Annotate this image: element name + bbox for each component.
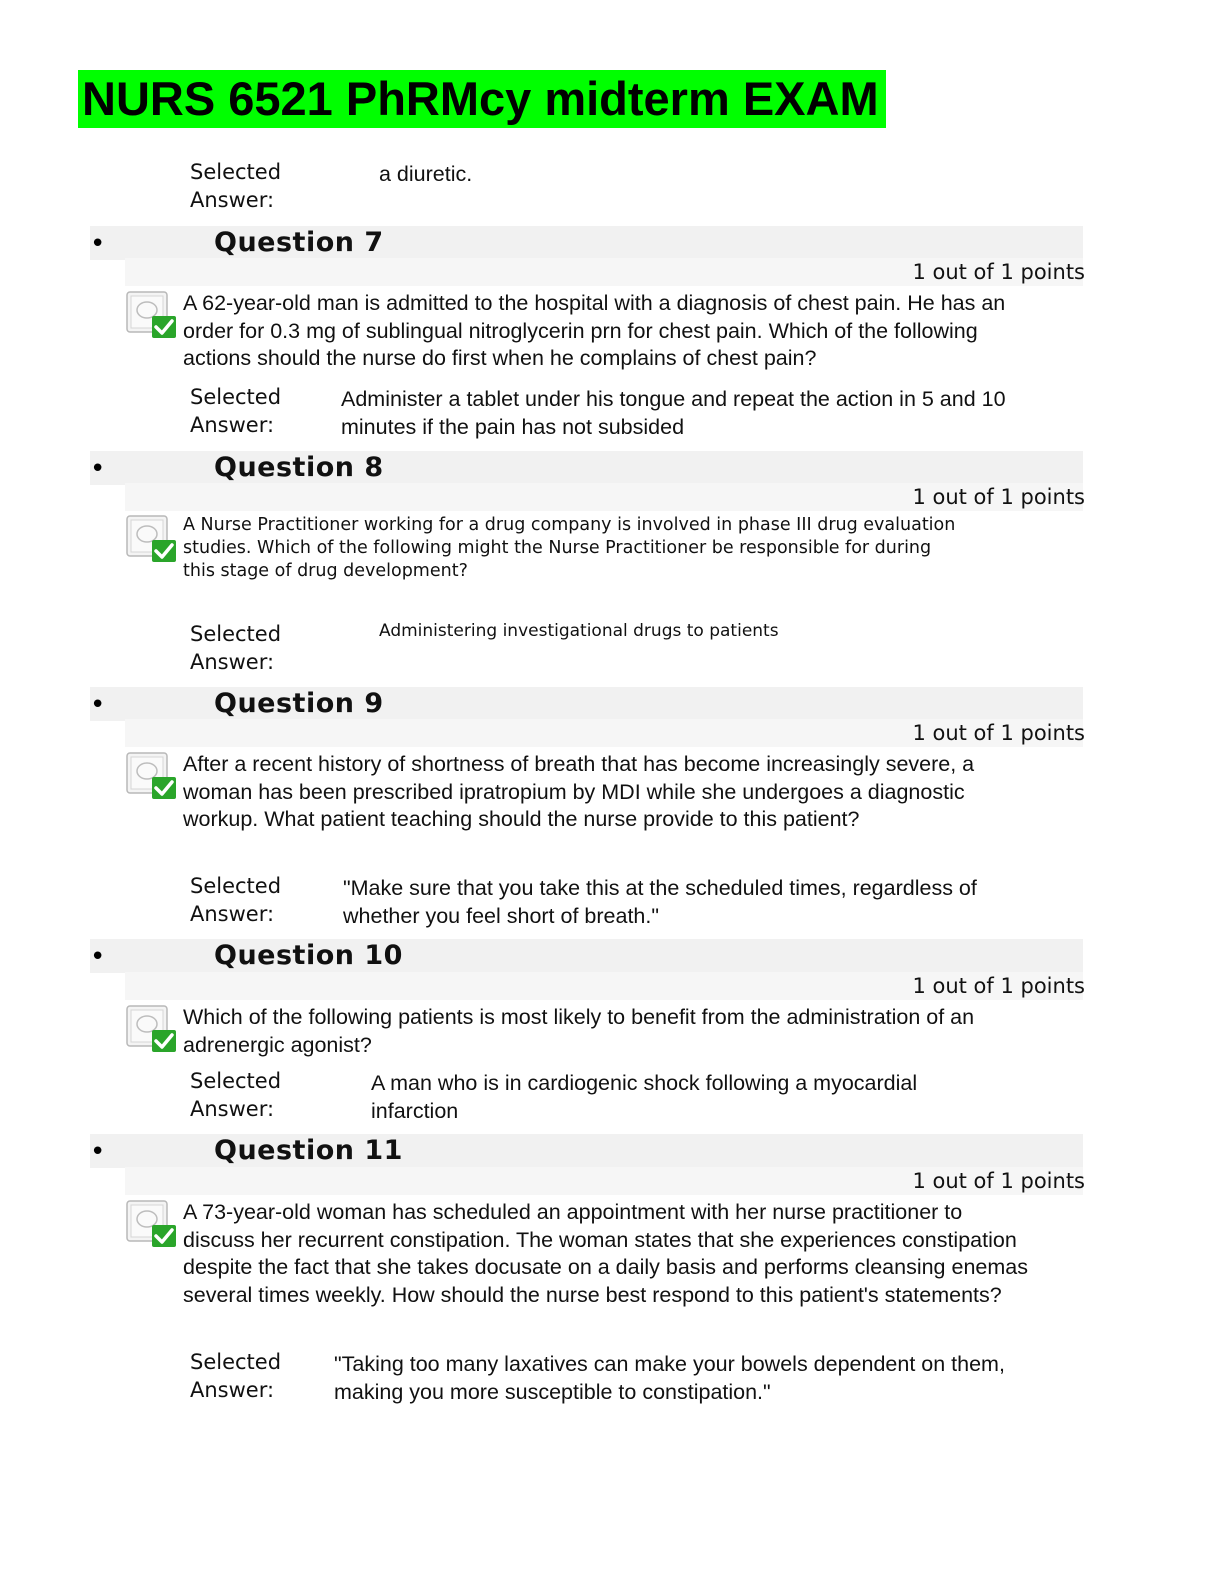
selected-word: Selected: [190, 622, 282, 646]
selected-answer-label: [190, 620, 330, 676]
bullet-icon: •: [90, 229, 106, 259]
selected-answer-label: [190, 158, 330, 214]
answer-word: Answer:: [190, 1097, 275, 1121]
selected-word: Selected: [190, 874, 282, 898]
question-title: Question 10: [214, 940, 403, 971]
bullet-icon: •: [90, 690, 106, 720]
selected-word: Selected: [190, 1069, 282, 1093]
bullet-icon: •: [90, 1137, 106, 1167]
question-text: Which of the following patients is most likely to benefit from the administration of an adrenergic agonist?: [183, 1005, 975, 1057]
correct-check-icon: [126, 290, 178, 345]
correct-check-icon: [126, 1004, 178, 1059]
question-title: Question 7: [214, 227, 384, 258]
selected-answer: a diuretic.: [379, 162, 473, 186]
page-title: NURS 6521 PhRMcy midterm EXAM: [78, 70, 886, 128]
selected-word: Selected: [190, 1350, 282, 1374]
selected-answer-label: [190, 1348, 330, 1404]
correct-check-icon: [126, 514, 178, 569]
selected-answer-label: [190, 872, 330, 928]
selected-answer: Administering investigational drugs to patients: [379, 621, 779, 641]
question-points: 1 out of 1 points: [912, 721, 1085, 745]
selected-answer: A man who is in cardiogenic shock following a myocardial infarction: [371, 1071, 918, 1123]
answer-word: Answer:: [190, 902, 275, 926]
question-text: A Nurse Practitioner working for a drug company is involved in phase III drug evaluation studies. Which of the following might the Nurse Practitioner be responsible for during this stage of drug development?: [183, 515, 956, 581]
selected-answer-label: [190, 383, 330, 439]
question-points: 1 out of 1 points: [912, 974, 1085, 998]
correct-check-icon: [126, 751, 178, 806]
answer-word: Answer:: [190, 650, 275, 674]
question-text: A 62-year-old man is admitted to the hospital with a diagnosis of chest pain. He has an order for 0.3 mg of sublingual nitroglycerin prn for chest pain. Which of the following actions should the nurse do first when he complains of chest pain?: [183, 291, 1006, 370]
question-points: 1 out of 1 points: [912, 485, 1085, 509]
selected-word: Selected: [190, 160, 282, 184]
selected-answer: Administer a tablet under his tongue and repeat the action in 5 and 10 minutes if the pain has not subsided: [341, 387, 1006, 439]
selected-word: Selected: [190, 385, 282, 409]
answer-word: Answer:: [190, 188, 275, 212]
bullet-icon: •: [90, 942, 106, 972]
question-points: 1 out of 1 points: [912, 1169, 1085, 1193]
correct-check-icon: [126, 1199, 178, 1254]
question-text: A 73-year-old woman has scheduled an appointment with her nurse practitioner to discuss her recurrent constipation. The woman states that she experiences constipation despite the fact that she takes docusate on a daily basis and performs cleansing enemas several times weekly. How should the nurse best respond to this patient's statements?: [183, 1200, 1028, 1307]
question-title: Question 9: [214, 688, 384, 719]
question-text: After a recent history of shortness of breath that has become increasingly severe, a woman has been prescribed ipratropium by MDI while she undergoes a diagnostic workup. What patient teaching should the nurse provide to this patient?: [183, 752, 975, 831]
question-title: Question 11: [214, 1135, 403, 1166]
answer-word: Answer:: [190, 1378, 275, 1402]
selected-answer: "Taking too many laxatives can make your bowels dependent on them, making you more susceptible to constipation.": [334, 1352, 1005, 1404]
question-title: Question 8: [214, 452, 384, 483]
answer-word: Answer:: [190, 413, 275, 437]
selected-answer: "Make sure that you take this at the scheduled times, regardless of whether you feel short of breath.": [343, 876, 977, 928]
bullet-icon: •: [90, 454, 106, 484]
question-points: 1 out of 1 points: [912, 260, 1085, 284]
selected-answer-label: [190, 1067, 330, 1123]
